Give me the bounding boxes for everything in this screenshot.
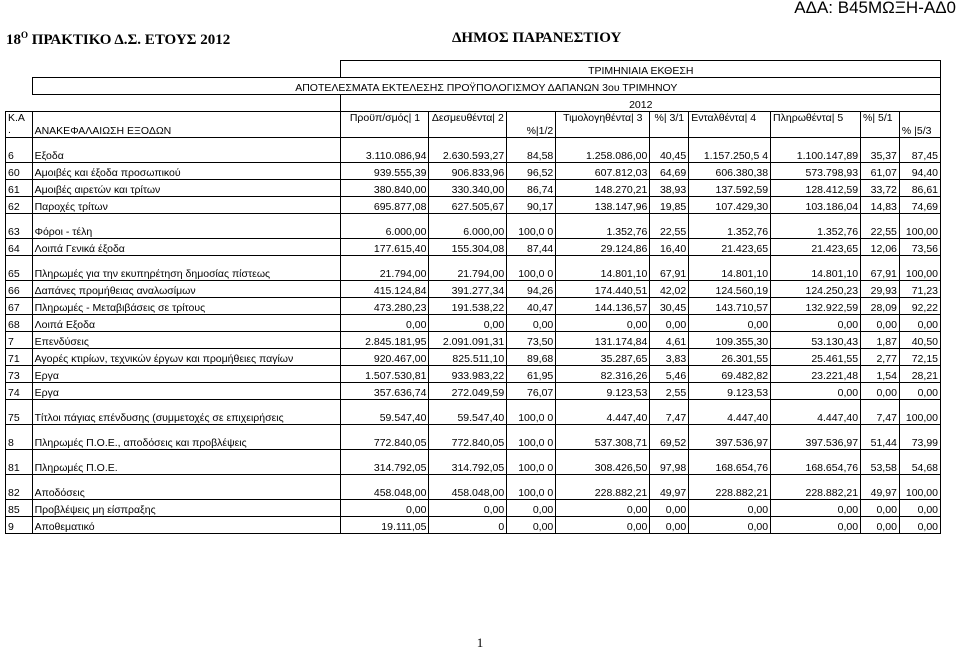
cell-p53: 40,50 <box>899 332 940 349</box>
cell-p53: 100,00 <box>899 475 940 500</box>
col-header-summary: ΑΝΑΚΕΦΑΛΑΙΩΣΗ ΕΞΟΔΩΝ <box>32 112 341 138</box>
cell-p31: 38,93 <box>650 180 689 197</box>
cell-p31: 19,85 <box>650 197 689 214</box>
cell-p12: 89,68 <box>507 349 556 366</box>
cell-name: Αποδόσεις <box>32 475 341 500</box>
cell-p51: 2,77 <box>861 349 900 366</box>
cell-p53: 54,68 <box>899 450 940 475</box>
col-header-p51: %| 5/1 <box>861 112 900 138</box>
cell-d: 458.048,00 <box>429 475 507 500</box>
cell-b: 0,00 <box>341 315 429 332</box>
cell-code: 81 <box>6 450 33 475</box>
cell-p31: 3,83 <box>650 349 689 366</box>
table-row <box>6 475 941 500</box>
cell-p51: 14,83 <box>861 197 900 214</box>
cell-p: 0,00 <box>771 383 861 400</box>
cell-p: 397.536,97 <box>771 425 861 450</box>
cell-p31: 7,47 <box>650 400 689 425</box>
cell-b: 6.000,00 <box>341 214 429 239</box>
cell-p: 0,00 <box>771 500 861 517</box>
cell-name: Αγορές κτιρίων, τεχνικών έργων και προμήθειες παγίων <box>32 349 341 366</box>
cell-p: 168.654,76 <box>771 450 861 475</box>
cell-p: 23.221,48 <box>771 366 861 383</box>
cell-p51: 0,00 <box>861 383 900 400</box>
cell-t: 174.440,51 <box>556 281 650 298</box>
cell-p31: 0,00 <box>650 517 689 534</box>
cell-t: 82.316,26 <box>556 366 650 383</box>
cell-p31: 67,91 <box>650 256 689 281</box>
cell-p12: 61,95 <box>507 366 556 383</box>
cell-e: 397.536,97 <box>689 425 771 450</box>
cell-p53: 71,23 <box>899 281 940 298</box>
table-row <box>6 366 941 383</box>
cell-p51: 33,72 <box>861 180 900 197</box>
table-row <box>6 450 941 475</box>
cell-p51: 35,37 <box>861 138 900 163</box>
cell-p51: 0,00 <box>861 315 900 332</box>
cell-d: 191.538,22 <box>429 298 507 315</box>
cell-b: 920.467,00 <box>341 349 429 366</box>
cell-p12: 73,50 <box>507 332 556 349</box>
cell-p51: 49,97 <box>861 475 900 500</box>
cell-p31: 40,45 <box>650 138 689 163</box>
cell-p: 1.352,76 <box>771 214 861 239</box>
cell-name: Εξοδα <box>32 138 341 163</box>
cell-t: 29.124,86 <box>556 239 650 256</box>
table-row <box>6 298 941 315</box>
cell-t: 537.308,71 <box>556 425 650 450</box>
cell-e: 0,00 <box>689 500 771 517</box>
cell-code: 7 <box>6 332 33 349</box>
cell-name: Εργα <box>32 366 341 383</box>
table-row <box>6 163 941 180</box>
cell-p12: 90,17 <box>507 197 556 214</box>
cell-name: Λοιπά Γενικά έξοδα <box>32 239 341 256</box>
col-header-ka: Κ.Α . <box>6 112 33 138</box>
cell-t: 607.812,03 <box>556 163 650 180</box>
cell-d: 0,00 <box>429 315 507 332</box>
cell-e: 69.482,82 <box>689 366 771 383</box>
cell-p: 128.412,59 <box>771 180 861 197</box>
cell-d: 2.091.091,31 <box>429 332 507 349</box>
cell-code: 63 <box>6 214 33 239</box>
cell-p51: 22,55 <box>861 214 900 239</box>
cell-t: 308.426,50 <box>556 450 650 475</box>
cell-t: 144.136,57 <box>556 298 650 315</box>
cell-p31: 42,02 <box>650 281 689 298</box>
cell-code: 64 <box>6 239 33 256</box>
cell-d: 21.794,00 <box>429 256 507 281</box>
table-row <box>6 197 941 214</box>
cell-t: 131.174,84 <box>556 332 650 349</box>
cell-p51: 53,58 <box>861 450 900 475</box>
cell-p12: 40,47 <box>507 298 556 315</box>
cell-t: 0,00 <box>556 315 650 332</box>
cell-code: 68 <box>6 315 33 332</box>
cell-p12: 100,0 0 <box>507 425 556 450</box>
cell-b: 0,00 <box>341 500 429 517</box>
cell-p: 25.461,55 <box>771 349 861 366</box>
cell-name: Επενδύσεις <box>32 332 341 349</box>
cell-b: 695.877,08 <box>341 197 429 214</box>
cell-name: Αμοιβές αιρετών και τρίτων <box>32 180 341 197</box>
cell-b: 357.636,74 <box>341 383 429 400</box>
cell-p: 132.922,59 <box>771 298 861 315</box>
expense-report-table <box>5 60 941 534</box>
cell-b: 177.615,40 <box>341 239 429 256</box>
table-row <box>6 332 941 349</box>
report-title-1: ΤΡΙΜΗΝΙΑΙΑ ΕΚΘΕΣΗ <box>341 61 941 78</box>
table-row <box>6 281 941 298</box>
cell-d: 272.049,59 <box>429 383 507 400</box>
cell-e: 0,00 <box>689 315 771 332</box>
cell-p31: 64,69 <box>650 163 689 180</box>
cell-p: 228.882,21 <box>771 475 861 500</box>
cell-e: 26.301,55 <box>689 349 771 366</box>
cell-t: 1.352,76 <box>556 214 650 239</box>
col-header-committed: Δεσμευθέντα| 2 <box>429 112 507 138</box>
cell-p51: 12,06 <box>861 239 900 256</box>
cell-e: 228.882,21 <box>689 475 771 500</box>
cell-p12: 76,07 <box>507 383 556 400</box>
cell-name: Πληρωμές για την εκυπηρέτηση δημοσίας πίστεως <box>32 256 341 281</box>
cell-p31: 0,00 <box>650 315 689 332</box>
cell-p53: 92,22 <box>899 298 940 315</box>
cell-b: 3.110.086,94 <box>341 138 429 163</box>
table-row <box>6 180 941 197</box>
cell-p12: 87,44 <box>507 239 556 256</box>
cell-e: 4.447,40 <box>689 400 771 425</box>
table-row <box>6 239 941 256</box>
cell-code: 65 <box>6 256 33 281</box>
cell-code: 66 <box>6 281 33 298</box>
cell-d: 6.000,00 <box>429 214 507 239</box>
cell-p53: 73,99 <box>899 425 940 450</box>
cell-d: 772.840,05 <box>429 425 507 450</box>
cell-d: 330.340,00 <box>429 180 507 197</box>
cell-p12: 100,0 0 <box>507 475 556 500</box>
cell-p31: 16,40 <box>650 239 689 256</box>
cell-code: 85 <box>6 500 33 517</box>
cell-p31: 22,55 <box>650 214 689 239</box>
ada-code: ΑΔΑ: Β45ΜΩΞΗ-ΑΔ0 <box>794 0 956 17</box>
cell-p53: 0,00 <box>899 517 940 534</box>
cell-p31: 69,52 <box>650 425 689 450</box>
cell-name: Εργα <box>32 383 341 400</box>
cell-b: 772.840,05 <box>341 425 429 450</box>
cell-p51: 61,07 <box>861 163 900 180</box>
cell-d: 0,00 <box>429 500 507 517</box>
cell-b: 415.124,84 <box>341 281 429 298</box>
cell-d: 627.505,67 <box>429 197 507 214</box>
cell-p31: 4,61 <box>650 332 689 349</box>
cell-name: Πληρωμές - Μεταβιβάσεις σε τρίτους <box>32 298 341 315</box>
cell-d: 2.630.593,27 <box>429 138 507 163</box>
cell-p12: 100,0 0 <box>507 400 556 425</box>
cell-b: 1.507.530,81 <box>341 366 429 383</box>
cell-name: Προβλέψεις μη είσπραξης <box>32 500 341 517</box>
cell-e: 21.423,65 <box>689 239 771 256</box>
cell-b: 314.792,05 <box>341 450 429 475</box>
cell-code: 71 <box>6 349 33 366</box>
cell-p: 573.798,93 <box>771 163 861 180</box>
page-number: 1 <box>476 635 484 650</box>
cell-p51: 0,00 <box>861 500 900 517</box>
cell-t: 138.147,96 <box>556 197 650 214</box>
cell-e: 1.352,76 <box>689 214 771 239</box>
cell-b: 21.794,00 <box>341 256 429 281</box>
cell-p53: 74,69 <box>899 197 940 214</box>
cell-name: Λοιπά Εξοδα <box>32 315 341 332</box>
cell-code: 9 <box>6 517 33 534</box>
cell-d: 825.511,10 <box>429 349 507 366</box>
cell-p31: 97,98 <box>650 450 689 475</box>
cell-p53: 0,00 <box>899 315 940 332</box>
cell-e: 168.654,76 <box>689 450 771 475</box>
report-year: 2012 <box>341 95 941 112</box>
cell-d: 59.547,40 <box>429 400 507 425</box>
cell-t: 228.882,21 <box>556 475 650 500</box>
cell-p53: 86,61 <box>899 180 940 197</box>
cell-p: 1.100.147,89 <box>771 138 861 163</box>
cell-p53: 94,40 <box>899 163 940 180</box>
cell-p53: 87,45 <box>899 138 940 163</box>
cell-t: 35.287,65 <box>556 349 650 366</box>
col-header-ordered: Ενταλθέντα| 4 <box>689 112 771 138</box>
cell-e: 107.429,30 <box>689 197 771 214</box>
cell-b: 473.280,23 <box>341 298 429 315</box>
cell-p12: 0,00 <box>507 517 556 534</box>
cell-p: 53.130,43 <box>771 332 861 349</box>
table-row <box>6 400 941 425</box>
cell-e: 14.801,10 <box>689 256 771 281</box>
col-header-p53: % |5/3 <box>899 112 940 138</box>
table-row <box>6 500 941 517</box>
cell-p12: 100,0 0 <box>507 214 556 239</box>
cell-p53: 28,21 <box>899 366 940 383</box>
cell-p12: 100,0 0 <box>507 256 556 281</box>
cell-p31: 30,45 <box>650 298 689 315</box>
cell-p31: 49,97 <box>650 475 689 500</box>
cell-p: 124.250,23 <box>771 281 861 298</box>
municipality-title: ΔΗΜΟΣ ΠΑΡΑΝΕΣΤΙΟΥ <box>452 30 622 46</box>
cell-e: 137.592,59 <box>689 180 771 197</box>
cell-name: Πληρωμές Π.Ο.Ε. <box>32 450 341 475</box>
cell-p12: 94,26 <box>507 281 556 298</box>
cell-name: Πληρωμές Π.Ο.Ε., αποδόσεις και προβλέψεις <box>32 425 341 450</box>
cell-name: Φόροι - τέλη <box>32 214 341 239</box>
cell-p: 14.801,10 <box>771 256 861 281</box>
cell-p: 21.423,65 <box>771 239 861 256</box>
cell-code: 74 <box>6 383 33 400</box>
cell-p12: 96,52 <box>507 163 556 180</box>
cell-e: 1.157.250,5 4 <box>689 138 771 163</box>
cell-e: 109.355,30 <box>689 332 771 349</box>
cell-d: 933.983,22 <box>429 366 507 383</box>
table-row <box>6 383 941 400</box>
cell-code: 60 <box>6 163 33 180</box>
cell-p51: 67,91 <box>861 256 900 281</box>
col-header-invoiced: Τιμολογηθέντα| 3 <box>556 112 650 138</box>
cell-p51: 1,54 <box>861 366 900 383</box>
cell-e: 9.123,53 <box>689 383 771 400</box>
cell-name: Αποθεματικό <box>32 517 341 534</box>
table-row <box>6 315 941 332</box>
cell-p: 0,00 <box>771 315 861 332</box>
table-row <box>6 138 941 163</box>
cell-code: 73 <box>6 366 33 383</box>
cell-d: 314.792,05 <box>429 450 507 475</box>
cell-d: 155.304,08 <box>429 239 507 256</box>
cell-t: 14.801,10 <box>556 256 650 281</box>
cell-p51: 28,09 <box>861 298 900 315</box>
cell-name: Δαπάνες προμήθειας αναλωσίμων <box>32 281 341 298</box>
cell-t: 148.270,21 <box>556 180 650 197</box>
cell-p53: 73,56 <box>899 239 940 256</box>
table-row <box>6 517 941 534</box>
cell-t: 4.447,40 <box>556 400 650 425</box>
cell-code: 61 <box>6 180 33 197</box>
cell-p31: 0,00 <box>650 500 689 517</box>
cell-name: Παροχές τρίτων <box>32 197 341 214</box>
cell-p: 103.186,04 <box>771 197 861 214</box>
cell-p51: 7,47 <box>861 400 900 425</box>
cell-p53: 0,00 <box>899 500 940 517</box>
cell-p12: 86,74 <box>507 180 556 197</box>
cell-t: 0,00 <box>556 517 650 534</box>
report-title-2: ΑΠΟΤΕΛΕΣΜΑΤΑ ΕΚΤΕΛΕΣΗΣ ΠΡΟΫΠΟΛΟΓΙΣΜΟΥ ΔΑΠΑΝΩΝ 3ου ΤΡΙΜΗΝΟΥ <box>32 78 940 95</box>
cell-p51: 0,00 <box>861 517 900 534</box>
cell-d: 0 <box>429 517 507 534</box>
cell-p53: 100,00 <box>899 214 940 239</box>
col-header-p12: %|1/2 <box>507 112 556 138</box>
cell-p31: 2,55 <box>650 383 689 400</box>
cell-p53: 72,15 <box>899 349 940 366</box>
cell-code: 6 <box>6 138 33 163</box>
table-row <box>6 256 941 281</box>
cell-e: 0,00 <box>689 517 771 534</box>
practice-title: $18^O$ ΠΡΑΚΤΙΚΟ Δ.Σ. ΕΤΟΥΣ 2012 <box>6 30 231 48</box>
cell-p: 4.447,40 <box>771 400 861 425</box>
cell-p: 0,00 <box>771 517 861 534</box>
cell-b: 59.547,40 <box>341 400 429 425</box>
cell-t: 9.123,53 <box>556 383 650 400</box>
cell-p12: 84,58 <box>507 138 556 163</box>
cell-e: 606.380,38 <box>689 163 771 180</box>
cell-e: 124.560,19 <box>689 281 771 298</box>
cell-b: 458.048,00 <box>341 475 429 500</box>
cell-code: 82 <box>6 475 33 500</box>
cell-code: 62 <box>6 197 33 214</box>
cell-t: 0,00 <box>556 500 650 517</box>
cell-b: 939.555,39 <box>341 163 429 180</box>
col-header-p31: %| 3/1 <box>650 112 689 138</box>
cell-p51: 51,44 <box>861 425 900 450</box>
cell-b: 19.111,05 <box>341 517 429 534</box>
cell-p51: 29,93 <box>861 281 900 298</box>
table-row <box>6 349 941 366</box>
cell-code: 67 <box>6 298 33 315</box>
cell-name: Τίτλοι πάγιας επένδυσης (συμμετοχές σε επιχειρήσεις <box>32 400 341 425</box>
cell-p12: 100,0 0 <box>507 450 556 475</box>
cell-p53: 100,00 <box>899 256 940 281</box>
cell-e: 143.710,57 <box>689 298 771 315</box>
cell-b: 380.840,00 <box>341 180 429 197</box>
table-row <box>6 214 941 239</box>
col-header-budget: Προϋπ/σμός| 1 <box>341 112 429 138</box>
cell-p53: 0,00 <box>899 383 940 400</box>
cell-p31: 5,46 <box>650 366 689 383</box>
table-row <box>6 425 941 450</box>
cell-code: 8 <box>6 425 33 450</box>
cell-name: Αμοιβές και έξοδα προσωπικού <box>32 163 341 180</box>
cell-p53: 100,00 <box>899 400 940 425</box>
cell-p51: 1,87 <box>861 332 900 349</box>
cell-p12: 0,00 <box>507 315 556 332</box>
cell-b: 2.845.181,95 <box>341 332 429 349</box>
cell-code: 75 <box>6 400 33 425</box>
cell-d: 391.277,34 <box>429 281 507 298</box>
cell-d: 906.833,96 <box>429 163 507 180</box>
col-header-paid: Πληρωθέντα| 5 <box>771 112 861 138</box>
cell-p12: 0,00 <box>507 500 556 517</box>
cell-t: 1.258.086,00 <box>556 138 650 163</box>
